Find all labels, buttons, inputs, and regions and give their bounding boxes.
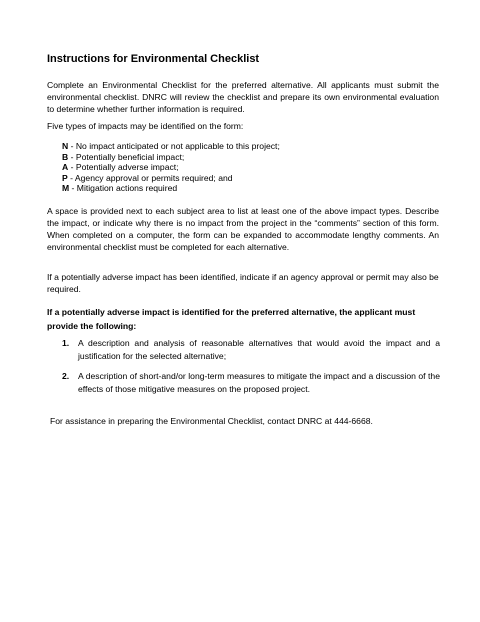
impact-type-item — [62, 183, 280, 194]
impact-description: - Mitigation actions required — [69, 183, 178, 193]
impact-code: P — [62, 172, 68, 183]
requirement-number: 1. — [62, 338, 70, 348]
requirement-text: A description and analysis of reasonable alternatives that would avoid the impact and a justification for the selected alternative; — [78, 338, 440, 361]
space-paragraph: A space is provided next to each subject area to list at least one of the above impact types. Describe the impact, or indicate why there is no impact from the project in the “comments” section of this form. When completed on a computer, the form can be expanded to accommodate lengthy comments. An environmental checklist must be completed for each alternative. — [47, 206, 439, 252]
impact-code: N — [62, 141, 69, 151]
contact-line: For assistance in preparing the Environmental Checklist, contact DNRC at 444-6668. — [50, 416, 373, 426]
requirement-text: A description of short-and/or long-term measures to mitigate the impact and a discussion of the effects of those mitigative measures on the proposed project. — [78, 371, 440, 394]
requirement-item — [62, 370, 440, 396]
requirement-number: 2. — [62, 371, 70, 381]
impacts-intro: Five types of impacts may be identified on the form: — [47, 121, 244, 131]
impact-code: A — [62, 162, 69, 172]
requirements-heading: If a potentially adverse impact is identified for the preferred alternative, the applicant must provide the following: — [47, 307, 416, 331]
adverse-paragraph: If a potentially adverse impact has been identified, indicate if an agency approval or permit may also be required. — [47, 272, 439, 294]
impact-description: - Potentially beneficial impact; — [68, 151, 185, 162]
impact-description: - Potentially adverse impact; — [68, 162, 179, 172]
impact-type-list — [62, 141, 280, 194]
impact-description: - Agency approval or permits required; and — [67, 172, 233, 183]
impact-type-item — [62, 162, 280, 173]
impact-code: B — [62, 151, 69, 162]
impact-code: M — [62, 183, 70, 193]
document-title: Instructions for Environmental Checklist — [47, 53, 260, 65]
requirement-item — [62, 337, 440, 363]
impact-type-item — [62, 173, 280, 184]
intro-paragraph: Complete an Environmental Checklist for the preferred alternative. All applicants must submit the environmental checklist. DNRC will review the checklist and prepare its own environmental evaluation to determine whether further information is required. — [47, 80, 439, 114]
impact-description: - No impact anticipated or not applicable to this project; — [68, 141, 280, 151]
impact-type-item — [62, 152, 280, 163]
impact-type-item — [62, 141, 280, 152]
